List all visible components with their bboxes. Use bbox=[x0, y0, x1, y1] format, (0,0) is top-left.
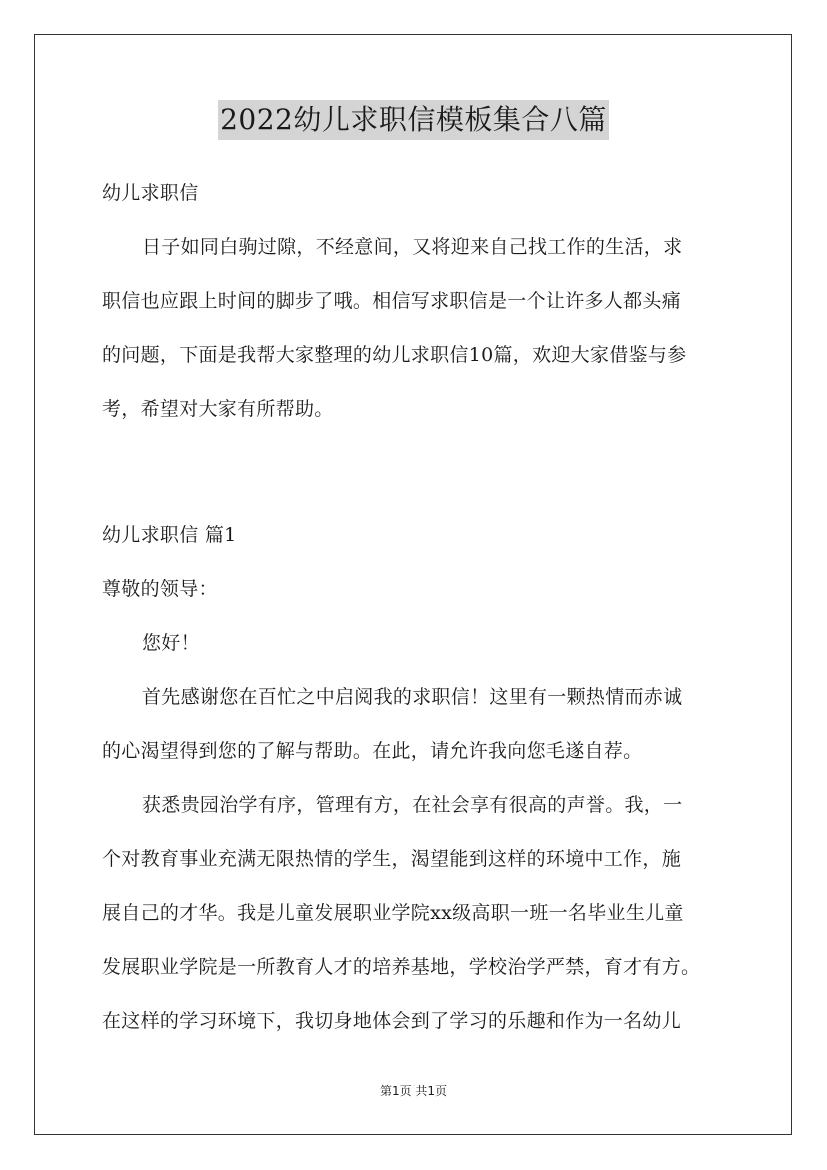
salutation: 尊敬的领导： bbox=[102, 578, 218, 600]
paragraph-line: 的问题，下面是我帮大家整理的幼儿求职信10篇，欢迎大家借鉴与参 bbox=[102, 344, 687, 366]
paragraph-line: 获悉贵园治学有序，管理有方，在社会享有很高的声誉。我，一 bbox=[142, 794, 683, 816]
paragraph-line: 日子如同白驹过隙，不经意间，又将迎来自己找工作的生活，求 bbox=[142, 236, 683, 258]
paragraph-spacer bbox=[102, 440, 730, 512]
paragraph-line: 在这样的学习环境下，我切身地体会到了学习的乐趣和作为一名幼儿 bbox=[102, 1010, 682, 1032]
paragraph-line: 个对教育事业充满无限热情的学生，渴望能到这样的环境中工作，施 bbox=[102, 848, 682, 870]
paragraph-line: 发展职业学院是一所教育人才的培养基地，学校治学严禁，育才有方。 bbox=[102, 956, 701, 978]
paragraph-line: 展自己的才华。我是儿童发展职业学院xx级高职一班一名毕业生儿童 bbox=[102, 902, 684, 924]
section-heading: 幼儿求职信 bbox=[102, 182, 199, 204]
paragraph-line: 考，希望对大家有所帮助。 bbox=[102, 398, 334, 420]
greeting: 您好！ bbox=[142, 632, 200, 654]
document-title: 2022幼儿求职信模板集合八篇 bbox=[218, 100, 609, 140]
title-container bbox=[0, 100, 827, 140]
paragraph-line: 的心渴望得到您的了解与帮助。在此，请允许我向您毛遂自荐。 bbox=[102, 740, 643, 762]
document-body bbox=[102, 170, 730, 1052]
section-heading: 幼儿求职信 篇1 bbox=[102, 524, 237, 546]
page-footer: 第1页 共1页 bbox=[379, 1084, 448, 1098]
paragraph-line: 职信也应跟上时间的脚步了哦。相信写求职信是一个让许多人都头痛 bbox=[102, 290, 682, 312]
paragraph-line: 首先感谢您在百忙之中启阅我的求职信！这里有一颗热情而赤诚 bbox=[142, 686, 683, 708]
